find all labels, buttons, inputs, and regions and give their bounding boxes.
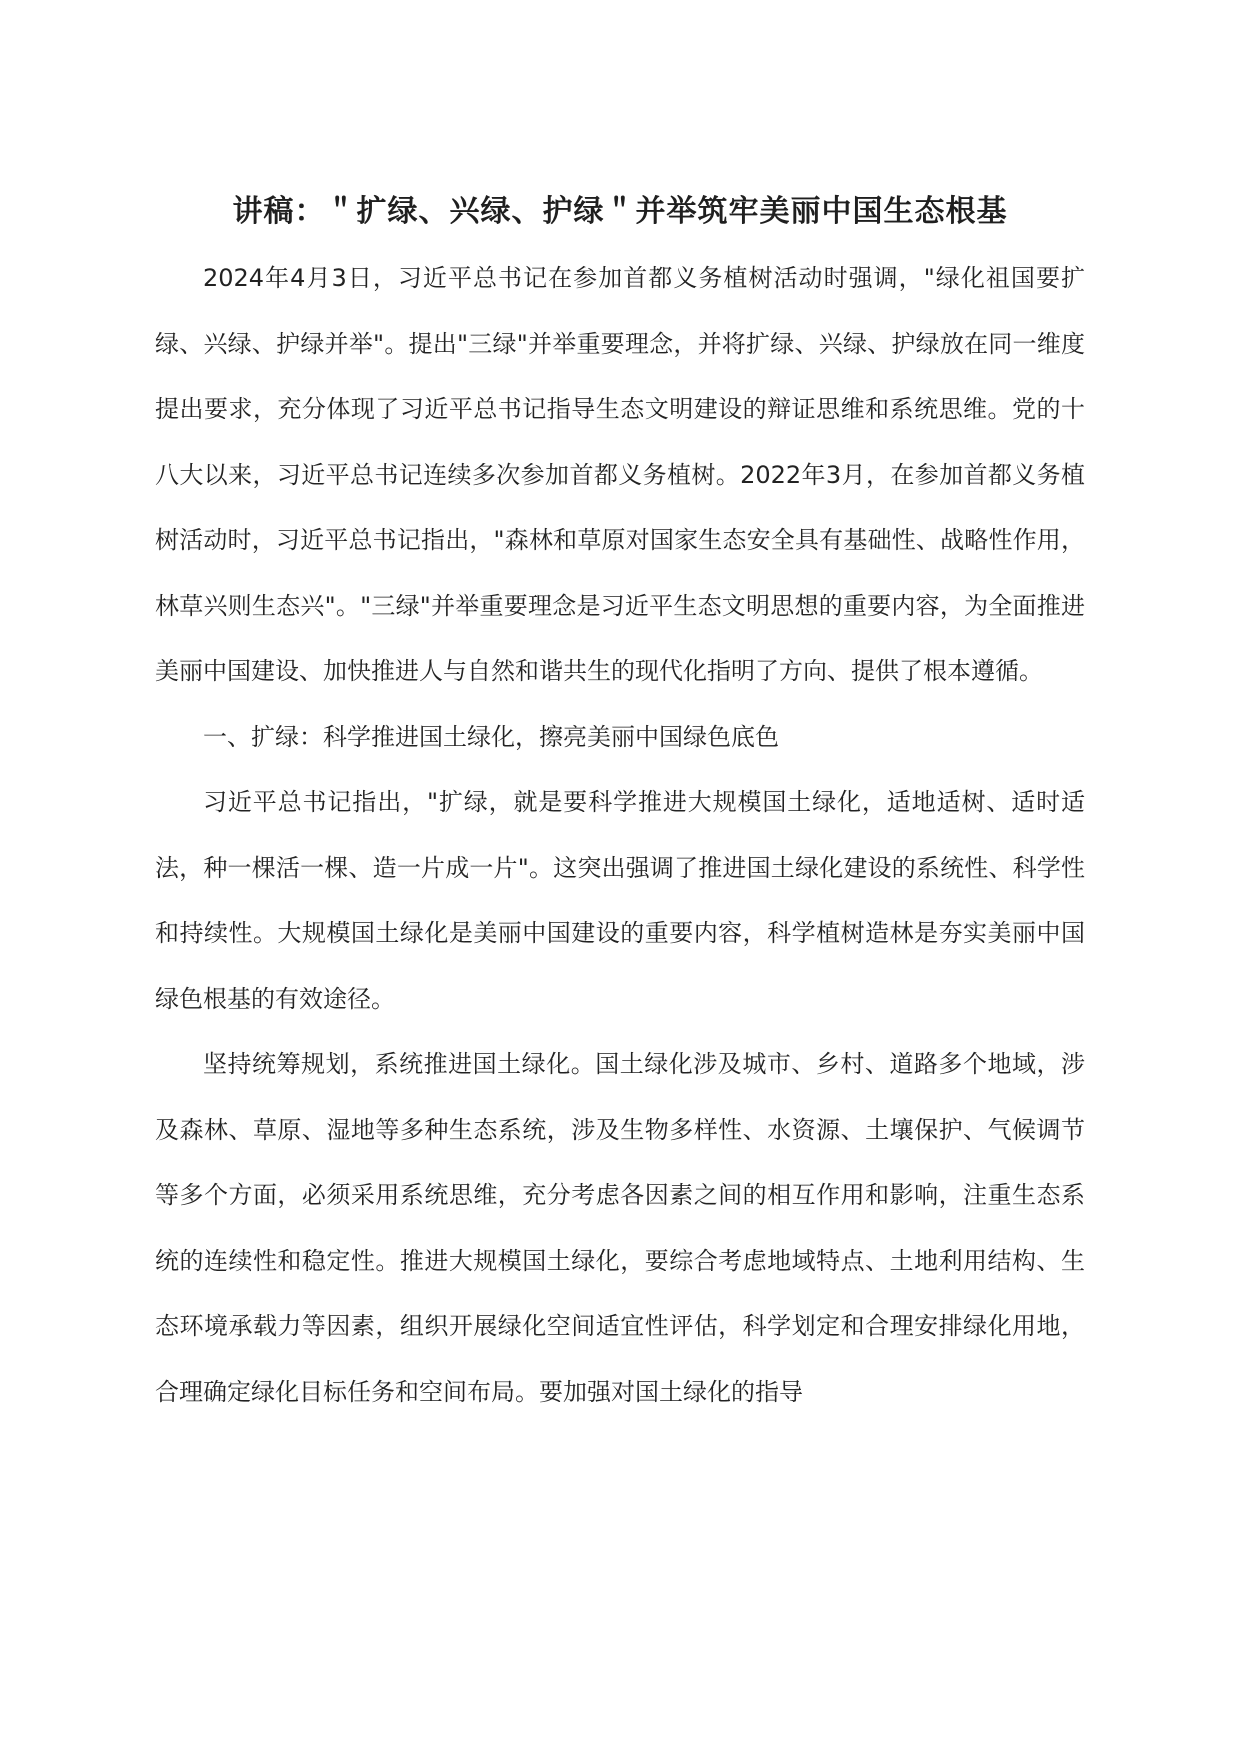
- section-heading-1: 一、扩绿：科学推进国土绿化，擦亮美丽中国绿色底色: [203, 722, 779, 751]
- document-body: [155, 246, 1085, 1425]
- paragraph-section1-quote: 习近平总书记指出，"扩绿，就是要科学推进大规模国土绿化，适地适树、适时适法，种一棵活一棵、造一片成一片"。这突出强调了推进国土绿化建设的系统性、科学性和持续性。大规模国土绿化是美丽中国建设的重要内容，科学植树造林是夯实美丽中国绿色根基的有效途径。: [155, 788, 1085, 1013]
- paragraph-section1-planning: 坚持统筹规划，系统推进国土绿化。国土绿化涉及城市、乡村、道路多个地域，涉及森林、草原、湿地等多种生态系统，涉及生物多样性、水资源、土壤保护、气候调节等多个方面，必须采用系统思维，充分考虑各因素之间的相互作用和影响，注重生态系统的连续性和稳定性。推进大规模国土绿化，要综合考虑地域特点、土地利用结构、生态环境承载力等因素，组织开展绿化空间适宜性评估，科学划定和合理安排绿化用地，合理确定绿化目标任务和空间布局。要加强对国土绿化的指导: [155, 1050, 1085, 1406]
- paragraph-intro: 2024年4月3日，习近平总书记在参加首都义务植树活动时强调，"绿化祖国要扩绿、兴绿、护绿并举"。提出"三绿"并举重要理念，并将扩绿、兴绿、护绿放在同一维度提出要求，充分体现了习近平总书记指导生态文明建设的辩证思维和系统思维。党的十八大以来，习近平总书记连续多次参加首都义务植树。2022年3月，在参加首都义务植树活动时，习近平总书记指出，"森林和草原对国家生态安全具有基础性、战略性作用，林草兴则生态兴"。"三绿"并举重要理念是习近平生态文明思想的重要内容，为全面推进美丽中国建设、加快推进人与自然和谐共生的现代化指明了方向、提供了根本遵循。: [155, 264, 1085, 685]
- page-title: 讲稿：＂扩绿、兴绿、护绿＂并举筑牢美丽中国生态根基: [232, 194, 1008, 229]
